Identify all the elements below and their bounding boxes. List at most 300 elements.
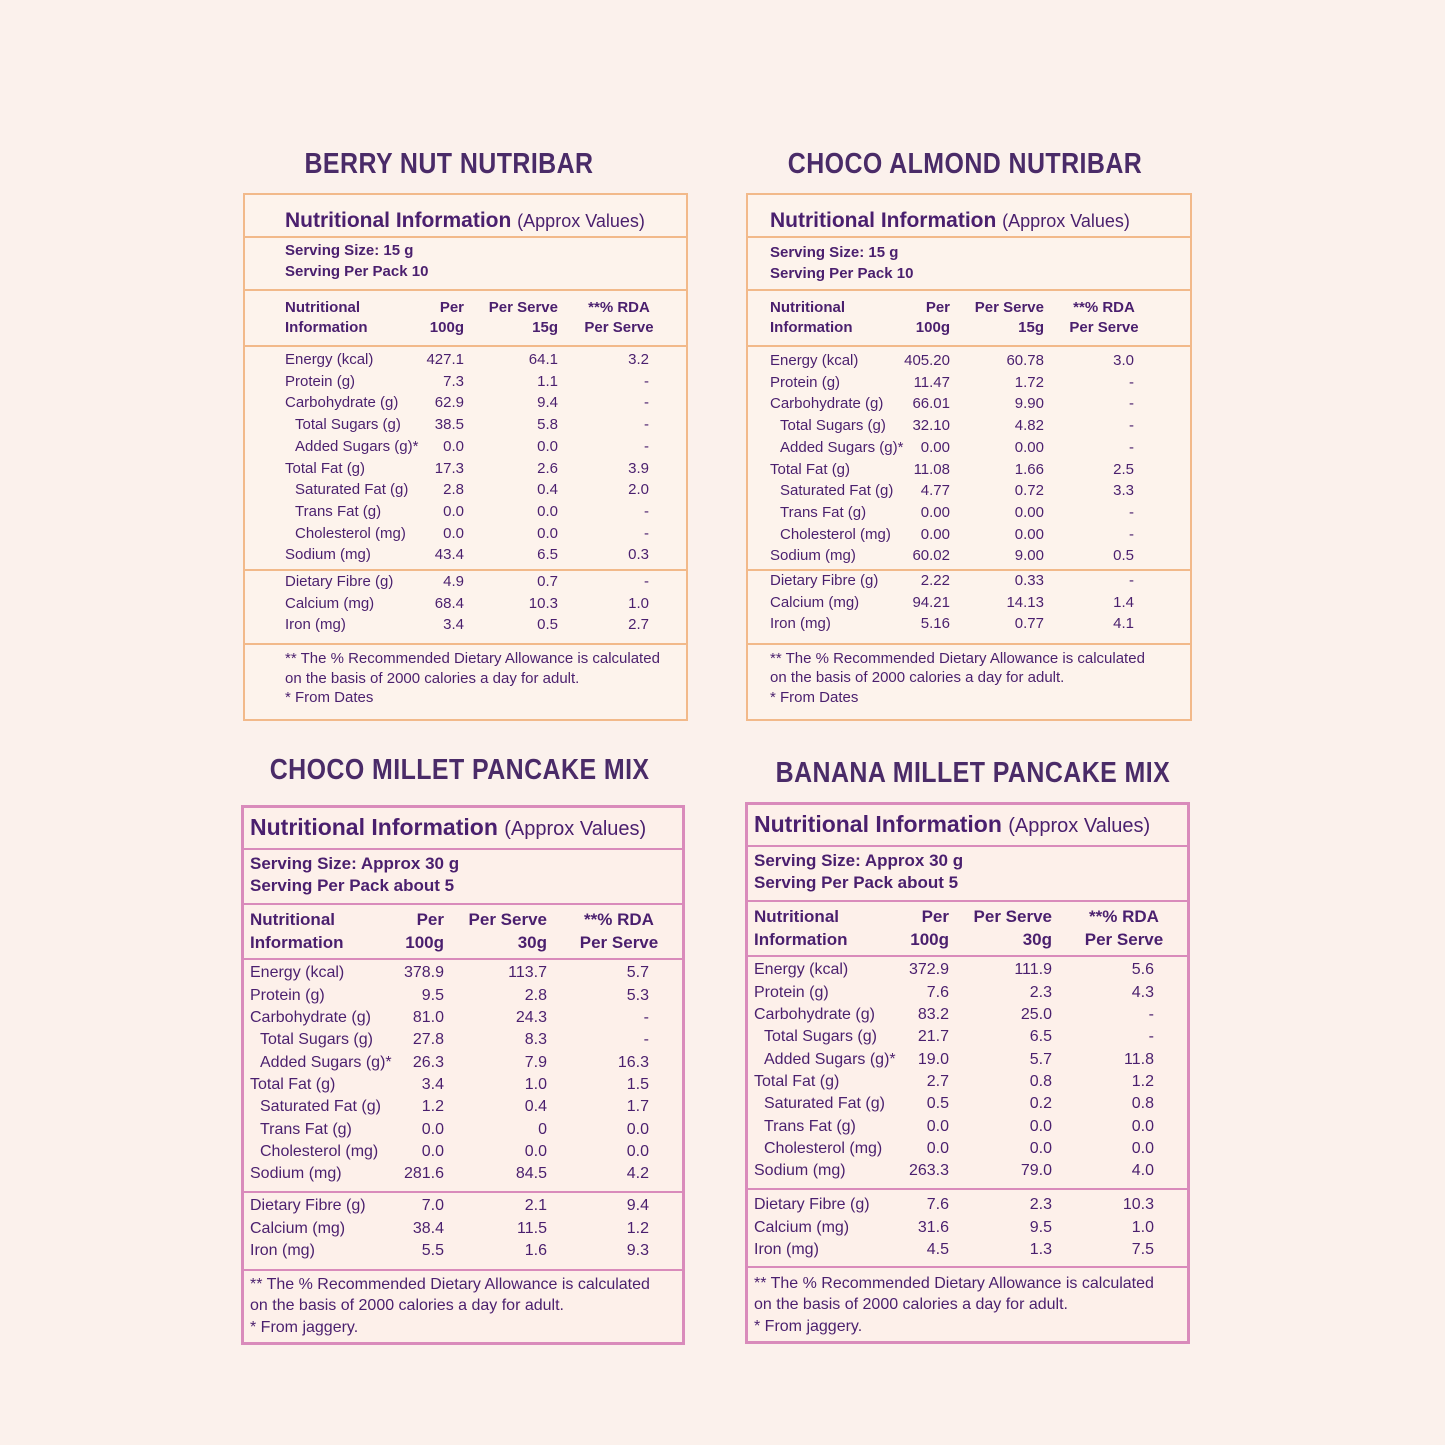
nutrient-value: 83.2: [917, 1006, 949, 1023]
nutrient-value: 1.3: [1029, 1241, 1052, 1258]
footnote-line: ** The % Recommended Dietary Allowance is calculated: [250, 1276, 650, 1294]
nutrient-value: 9.3: [626, 1242, 649, 1259]
nutrient-label: Calcium (mg): [770, 593, 860, 611]
nutrient-value: 9.5: [421, 986, 444, 1004]
nutrient-value: 0.0: [537, 502, 558, 520]
header-subtitle: (Approx Values): [504, 818, 647, 841]
nutrient-value: 1.7: [626, 1098, 649, 1116]
nutrient-value: 1.66: [1014, 460, 1044, 478]
nutrient-value: 0.0: [626, 1120, 649, 1138]
nutrient-value: 0.00: [920, 525, 950, 543]
table-divider: [748, 1188, 1189, 1190]
nutrient-value: -: [644, 524, 649, 542]
nutrient-value: 1.4: [1113, 593, 1134, 611]
table-divider: [748, 845, 1189, 847]
nutrient-value: 3.4: [443, 616, 464, 634]
nutrient-value: 68.4: [434, 594, 464, 612]
serving-per-pack: Serving Per Pack 10: [770, 265, 914, 282]
nutrient-value: 0.2: [1029, 1095, 1052, 1113]
nutrient-value: 60.02: [912, 547, 950, 565]
table-divider: [244, 1269, 684, 1271]
nutrient-value: 0.0: [524, 1142, 547, 1160]
nutrient-value: -: [644, 394, 649, 412]
nutrient-label: Added Sugars (g)*: [295, 437, 419, 455]
nutrient-value: 1.0: [524, 1075, 547, 1093]
nutrient-value: 2.0: [628, 481, 649, 499]
table-header: [250, 816, 646, 839]
nutrient-label: Total Sugars (g): [295, 416, 401, 434]
nutrient-value: 405.20: [904, 352, 950, 369]
nutrient-label: Carbohydrate (g): [285, 394, 399, 412]
column-header: 100g: [429, 319, 464, 336]
header-title: Nutritional Information: [285, 209, 512, 233]
nutrient-value: 4.5: [926, 1241, 949, 1258]
table-divider: [748, 900, 1189, 902]
nutrient-value: 10.3: [528, 594, 558, 612]
nutrient-label: Protein (g): [770, 373, 841, 391]
nutrient-value: 4.82: [1014, 417, 1044, 435]
nutrient-value: 1.5: [626, 1075, 649, 1093]
nutrient-value: 25.0: [1020, 1006, 1052, 1023]
nutrient-value: -: [644, 573, 649, 590]
footnote-line: * From Dates: [770, 689, 859, 706]
nutrient-value: 3.0: [1113, 352, 1134, 369]
nutrient-value: 24.3: [515, 1009, 547, 1026]
nutrient-label: Dietary Fibre (g): [754, 1196, 870, 1214]
nutrition-table: [243, 193, 688, 721]
footnote-line: on the basis of 2000 calories a day for adult.: [285, 670, 580, 687]
table-divider: [245, 236, 686, 238]
column-header: Per Serve: [973, 906, 1052, 926]
nutrient-value: 32.10: [912, 417, 950, 435]
nutrient-value: 8.3: [524, 1031, 547, 1049]
nutrient-value: 5.8: [537, 416, 558, 434]
nutrient-value: 281.6: [403, 1165, 444, 1183]
nutrient-label: Energy (kcal): [770, 352, 859, 369]
nutrient-value: 27.8: [412, 1031, 444, 1049]
table-header: [754, 813, 1150, 836]
nutrient-value: 11.5: [517, 1219, 547, 1237]
table-divider: [748, 236, 1190, 238]
nutrient-value: 1.2: [626, 1219, 649, 1237]
nutrient-label: Sodium (mg): [285, 546, 371, 564]
header-title: Nutritional Information: [754, 811, 1002, 838]
footnote-line: on the basis of 2000 calories a day for adult.: [770, 669, 1065, 686]
nutrient-value: 1.2: [421, 1098, 444, 1116]
nutrient-value: 19.0: [917, 1050, 949, 1068]
nutrient-value: 4.2: [626, 1165, 649, 1183]
column-header: 100g: [405, 932, 444, 952]
nutrient-value: 427.1: [426, 351, 464, 368]
column-header: Nutritional: [770, 299, 845, 316]
header-subtitle: (Approx Values): [1008, 815, 1151, 838]
table-divider: [244, 1191, 684, 1193]
nutrient-value: 111.9: [1014, 961, 1052, 979]
nutrient-label: Dietary Fibre (g): [285, 573, 394, 590]
serving-per-pack: Serving Per Pack about 5: [250, 875, 455, 895]
column-header: Per: [925, 299, 950, 316]
nutrient-value: 2.6: [537, 459, 558, 477]
nutrient-value: 0.4: [524, 1098, 547, 1116]
column-header: Information: [754, 929, 848, 949]
nutrient-value: 0.0: [421, 1120, 444, 1138]
table-divider: [245, 569, 686, 571]
nutrient-value: 2.7: [926, 1072, 949, 1090]
serving-size: Serving Size: 15 g: [770, 244, 899, 261]
nutrient-value: 5.3: [626, 986, 649, 1004]
nutrient-label: Trans Fat (g): [764, 1117, 856, 1135]
nutrient-value: 1.0: [628, 594, 649, 612]
nutrient-value: 0.5: [926, 1095, 949, 1113]
nutrient-value: 0.00: [920, 438, 950, 456]
panel-title: CHOCO ALMOND NUTRIBAR: [787, 148, 1143, 180]
nutrient-value: -: [1129, 417, 1134, 435]
nutrient-label: Calcium (mg): [285, 594, 375, 612]
nutrient-value: -: [1148, 1006, 1154, 1023]
nutrient-label: Total Fat (g): [250, 1075, 336, 1093]
nutrient-label: Added Sugars (g)*: [764, 1050, 896, 1068]
nutrient-value: 0.33: [1014, 572, 1044, 589]
nutrient-value: 2.8: [443, 481, 464, 499]
nutrient-label: Energy (kcal): [754, 961, 849, 979]
nutrient-value: 4.0: [1131, 1162, 1154, 1180]
column-header: 15g: [1018, 319, 1044, 336]
nutrient-label: Dietary Fibre (g): [250, 1197, 366, 1215]
nutrient-label: Total Fat (g): [754, 1072, 840, 1090]
column-header: Information: [770, 319, 853, 336]
serving-size: Serving Size: 15 g: [285, 242, 414, 259]
nutrient-value: 0.00: [920, 503, 950, 521]
nutrient-value: 4.77: [920, 482, 950, 500]
column-header: Per: [439, 299, 464, 316]
column-header: Per Serve: [1069, 319, 1139, 336]
header-subtitle: (Approx Values): [517, 211, 645, 232]
nutrient-value: 263.3: [908, 1162, 949, 1180]
nutrient-value: 11.47: [913, 373, 950, 391]
table-divider: [748, 1266, 1189, 1268]
column-header: Information: [285, 319, 368, 336]
nutrient-value: -: [644, 416, 649, 434]
header-subtitle: (Approx Values): [1002, 211, 1130, 232]
column-header: **% RDA: [1089, 906, 1159, 926]
nutrient-value: 9.00: [1014, 547, 1044, 565]
nutrient-value: 113.7: [508, 964, 547, 982]
nutrient-value: 5.5: [421, 1242, 444, 1259]
nutrient-value: 14.13: [1006, 593, 1044, 611]
nutrient-value: -: [643, 1031, 649, 1049]
nutrient-label: Protein (g): [250, 986, 325, 1004]
column-header: **% RDA: [584, 909, 654, 929]
nutrient-label: Total Sugars (g): [764, 1028, 877, 1046]
column-header: 30g: [517, 932, 547, 952]
nutrient-label: Cholesterol (mg): [764, 1139, 883, 1157]
nutrient-value: 21.7: [917, 1028, 949, 1046]
nutrient-value: -: [1129, 373, 1134, 391]
nutrient-value: 62.9: [434, 394, 464, 412]
nutrient-label: Iron (mg): [754, 1241, 819, 1258]
nutrient-value: -: [1129, 395, 1134, 413]
table-divider: [748, 643, 1190, 645]
nutrient-value: 3.4: [421, 1075, 444, 1093]
nutrient-label: Protein (g): [754, 983, 829, 1001]
serving-size: Serving Size: Approx 30 g: [250, 853, 460, 873]
table-divider: [244, 958, 684, 960]
nutrient-label: Trans Fat (g): [260, 1120, 352, 1138]
serving-per-pack: Serving Per Pack about 5: [754, 872, 959, 892]
nutrient-value: 10.3: [1122, 1196, 1154, 1214]
nutrient-value: 1.6: [524, 1242, 547, 1259]
footnote-line: on the basis of 2000 calories a day for adult.: [754, 1296, 1068, 1314]
nutrient-value: 4.9: [443, 573, 464, 590]
panel-title: BERRY NUT NUTRIBAR: [304, 148, 594, 180]
nutrient-value: 11.08: [913, 460, 950, 478]
nutrient-label: Saturated Fat (g): [764, 1095, 885, 1113]
nutrient-value: 0.00: [1014, 503, 1044, 521]
nutrient-value: 7.6: [926, 983, 949, 1001]
nutrient-value: 9.90: [1014, 395, 1044, 413]
table-divider: [748, 289, 1190, 291]
header-title: Nutritional Information: [250, 814, 498, 841]
nutrient-value: 372.9: [908, 961, 949, 979]
nutrient-value: 0.0: [1029, 1139, 1052, 1157]
nutrient-value: 5.7: [626, 964, 649, 982]
column-header: 30g: [1022, 929, 1052, 949]
nutrient-value: 0.0: [926, 1139, 949, 1157]
nutrient-value: 4.1: [1113, 615, 1134, 633]
nutrient-value: 0.00: [1014, 525, 1044, 543]
nutrient-value: 2.5: [1113, 460, 1134, 478]
nutrient-value: 11.8: [1124, 1050, 1154, 1068]
nutrition-table: [746, 193, 1192, 721]
column-header: Per: [416, 909, 444, 929]
nutrient-label: Carbohydrate (g): [770, 395, 884, 413]
nutrient-label: Added Sugars (g)*: [260, 1053, 392, 1071]
nutrient-label: Energy (kcal): [285, 351, 374, 368]
nutrition-table: [241, 805, 685, 1345]
nutrient-value: 0.0: [421, 1142, 444, 1160]
nutrient-value: 38.5: [434, 416, 464, 434]
table-divider: [245, 289, 686, 291]
nutrient-value: 2.8: [524, 986, 547, 1004]
nutrient-value: 5.16: [920, 615, 950, 633]
nutrient-value: 2.3: [1029, 1196, 1052, 1214]
nutrient-value: 60.78: [1006, 352, 1044, 369]
nutrient-value: 0.5: [537, 616, 558, 634]
footnote-line: ** The % Recommended Dietary Allowance is calculated: [285, 650, 660, 667]
table-header: [285, 210, 645, 231]
column-header: Nutritional: [754, 906, 839, 926]
nutrient-value: 43.4: [434, 546, 464, 564]
column-header: **% RDA: [588, 299, 650, 316]
nutrient-label: Cholesterol (mg): [295, 524, 406, 542]
nutrient-value: 2.3: [1029, 983, 1052, 1001]
nutrient-label: Calcium (mg): [754, 1218, 850, 1236]
nutrient-value: 94.21: [912, 593, 950, 611]
column-header: Per: [921, 906, 949, 926]
nutrient-label: Protein (g): [285, 372, 356, 390]
table-divider: [748, 569, 1190, 571]
nutrient-label: Added Sugars (g)*: [780, 438, 904, 456]
nutrient-label: Sodium (mg): [770, 547, 856, 565]
column-header: Per Serve: [579, 932, 659, 952]
nutrient-value: -: [1129, 503, 1134, 521]
nutrient-value: 38.4: [412, 1219, 444, 1237]
nutrient-value: 7.6: [926, 1196, 949, 1214]
nutrient-value: 9.4: [626, 1197, 649, 1215]
nutrient-label: Total Sugars (g): [260, 1031, 373, 1049]
nutrient-value: 378.9: [403, 964, 444, 982]
nutrient-value: 2.1: [524, 1197, 547, 1215]
nutrient-value: 0.0: [1029, 1117, 1052, 1135]
nutrient-value: 3.3: [1113, 482, 1134, 500]
footnote-line: * From jaggery.: [754, 1318, 863, 1336]
nutrient-value: 0: [538, 1120, 547, 1138]
footnote-line: * From Dates: [285, 689, 374, 706]
nutrient-value: 4.3: [1131, 983, 1154, 1001]
nutrient-value: 1.1: [537, 372, 558, 390]
nutrient-label: Iron (mg): [770, 615, 831, 633]
column-header: Nutritional: [250, 909, 335, 929]
nutrient-label: Cholesterol (mg): [260, 1142, 379, 1160]
footnote-line: ** The % Recommended Dietary Allowance is calculated: [770, 650, 1145, 667]
nutrient-value: 7.5: [1131, 1241, 1154, 1258]
nutrient-value: 6.5: [537, 546, 558, 564]
column-header: Per Serve: [584, 319, 654, 336]
table-header: [770, 210, 1130, 231]
nutrient-value: 0.00: [1014, 438, 1044, 456]
nutrient-value: 5.7: [1029, 1050, 1052, 1068]
nutrient-value: 0.0: [443, 502, 464, 520]
nutrient-label: Energy (kcal): [250, 964, 345, 982]
nutrient-value: 3.9: [628, 459, 649, 477]
table-divider: [245, 643, 686, 645]
nutrient-value: 0.0: [1131, 1139, 1154, 1157]
nutrient-value: 0.8: [1131, 1095, 1154, 1113]
column-header: Information: [250, 932, 344, 952]
nutrient-value: 9.5: [1029, 1218, 1052, 1236]
column-header: 100g: [915, 319, 950, 336]
nutrient-value: 6.5: [1029, 1028, 1052, 1046]
column-header: Per Serve: [1084, 929, 1164, 949]
nutrient-label: Dietary Fibre (g): [770, 572, 879, 589]
nutrient-value: 0.0: [537, 524, 558, 542]
nutrient-value: -: [1129, 438, 1134, 456]
column-header: 100g: [910, 929, 949, 949]
nutrient-label: Saturated Fat (g): [780, 482, 894, 500]
table-divider: [245, 345, 686, 347]
panel-title: BANANA MILLET PANCAKE MIX: [775, 757, 1171, 789]
nutrient-value: 5.6: [1131, 961, 1154, 979]
nutrient-value: -: [644, 502, 649, 520]
nutrient-value: 0.0: [926, 1117, 949, 1135]
nutrient-value: 64.1: [528, 351, 558, 368]
nutrient-value: 0.77: [1014, 615, 1044, 633]
nutrient-value: 16.3: [617, 1053, 649, 1071]
footnote-line: * From jaggery.: [250, 1319, 359, 1337]
nutrient-value: 2.22: [920, 572, 950, 589]
nutrient-value: 0.72: [1014, 482, 1044, 500]
nutrient-value: 0.5: [1113, 547, 1134, 565]
nutrient-value: 0.0: [443, 524, 464, 542]
nutrient-value: 0.7: [537, 573, 558, 590]
nutrient-value: -: [644, 372, 649, 390]
nutrient-value: 0.8: [1029, 1072, 1052, 1090]
nutrient-label: Iron (mg): [250, 1242, 315, 1259]
nutrient-label: Carbohydrate (g): [754, 1006, 875, 1023]
nutrient-value: 79.0: [1020, 1162, 1052, 1180]
nutrient-value: -: [643, 1009, 649, 1026]
nutrient-label: Total Sugars (g): [780, 417, 886, 435]
nutrient-value: -: [644, 437, 649, 455]
table-divider: [748, 955, 1189, 957]
nutrient-value: 0.3: [628, 546, 649, 564]
nutrient-label: Iron (mg): [285, 616, 346, 634]
table-divider: [244, 848, 684, 850]
nutrient-label: Trans Fat (g): [295, 502, 382, 520]
nutrient-label: Sodium (mg): [250, 1165, 342, 1183]
serving-size: Serving Size: Approx 30 g: [754, 850, 964, 870]
nutrient-label: Calcium (mg): [250, 1219, 346, 1237]
nutrient-value: 3.2: [628, 351, 649, 368]
footnote-line: ** The % Recommended Dietary Allowance is calculated: [754, 1275, 1154, 1293]
nutrient-value: 0.0: [1131, 1117, 1154, 1135]
nutrient-value: -: [1148, 1028, 1154, 1046]
nutrient-label: Trans Fat (g): [780, 503, 867, 521]
nutrient-value: 66.01: [912, 395, 950, 413]
column-header: 15g: [532, 319, 558, 336]
nutrient-value: 1.2: [1131, 1072, 1154, 1090]
nutrient-value: 17.3: [434, 459, 464, 477]
nutrient-label: Saturated Fat (g): [295, 481, 409, 499]
nutrient-value: 0.4: [537, 481, 558, 499]
nutrient-label: Sodium (mg): [754, 1162, 846, 1180]
nutrient-value: -: [1129, 525, 1134, 543]
nutrient-value: 1.0: [1131, 1218, 1154, 1236]
nutrient-value: 2.7: [628, 616, 649, 634]
nutrient-value: 26.3: [412, 1053, 444, 1071]
nutrient-value: 31.6: [917, 1218, 949, 1236]
column-header: Nutritional: [285, 299, 360, 316]
nutrient-label: Cholesterol (mg): [780, 525, 891, 543]
column-header: Per Serve: [974, 299, 1044, 316]
nutrient-value: 81.0: [412, 1009, 444, 1026]
nutrient-value: 0.0: [626, 1142, 649, 1160]
table-divider: [748, 345, 1190, 347]
header-title: Nutritional Information: [770, 209, 997, 233]
nutrient-value: 7.9: [524, 1053, 547, 1071]
column-header: **% RDA: [1073, 299, 1135, 316]
nutrient-value: 0.0: [537, 437, 558, 455]
nutrient-value: 7.0: [421, 1197, 444, 1215]
nutrient-label: Total Fat (g): [770, 460, 851, 478]
nutrition-table: [745, 802, 1190, 1344]
nutrient-value: 9.4: [537, 394, 558, 412]
nutrient-value: 0.0: [443, 437, 464, 455]
column-header: Per Serve: [468, 909, 547, 929]
column-header: Per Serve: [488, 299, 558, 316]
nutrient-value: 1.72: [1014, 373, 1044, 391]
nutrient-label: Carbohydrate (g): [250, 1009, 371, 1026]
panel-title: CHOCO MILLET PANCAKE MIX: [269, 754, 650, 786]
nutrient-value: -: [1129, 572, 1134, 589]
footnote-line: on the basis of 2000 calories a day for adult.: [250, 1297, 564, 1315]
nutrient-label: Saturated Fat (g): [260, 1098, 381, 1116]
serving-per-pack: Serving Per Pack 10: [285, 263, 429, 280]
table-divider: [244, 903, 684, 905]
nutrient-value: 84.5: [515, 1165, 547, 1183]
nutrient-value: 7.3: [443, 372, 464, 390]
nutrient-label: Total Fat (g): [285, 459, 366, 477]
